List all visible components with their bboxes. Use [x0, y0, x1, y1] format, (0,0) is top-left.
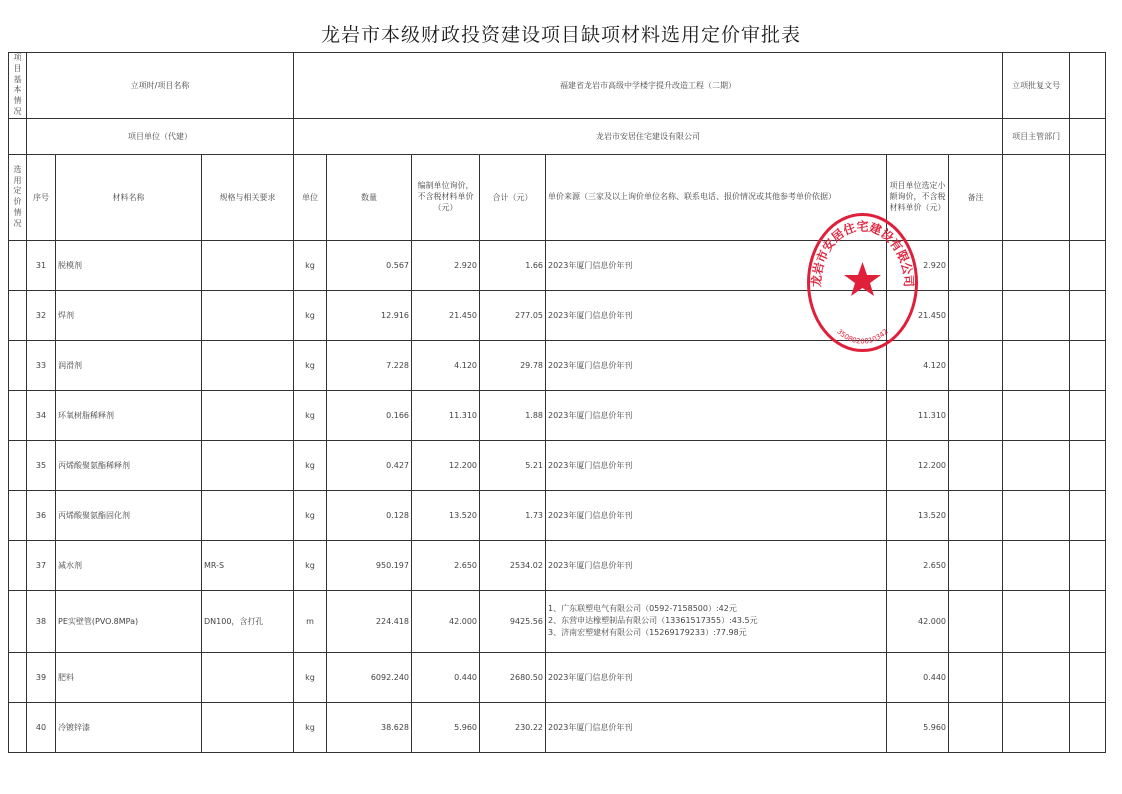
cell-seq: 39	[27, 652, 56, 702]
approval-number-label: 立项批复文号	[1003, 53, 1070, 119]
cell-total: 5.21	[480, 440, 546, 490]
cell-price-source: 2023年厦门信息价年刊	[546, 290, 887, 340]
blank-cell	[9, 540, 27, 590]
supplier-quote-1: 1、广东联塑电气有限公司（0592-7158500）:42元	[548, 603, 737, 613]
cell-total: 230.22	[480, 702, 546, 752]
table-row	[9, 590, 1106, 652]
cell-material-name: 润滑剂	[56, 340, 202, 390]
company-seal-stamp	[805, 210, 920, 355]
cell-remark	[949, 490, 1003, 540]
table-row	[9, 440, 1106, 490]
cell-remark	[949, 652, 1003, 702]
cell-total: 2534.02	[480, 540, 546, 590]
cell-spec	[202, 290, 294, 340]
blank-cell	[1070, 154, 1106, 240]
blank-cell	[9, 702, 27, 752]
cell-spec: MR-S	[202, 540, 294, 590]
cell-remark	[949, 540, 1003, 590]
cell-total: 29.78	[480, 340, 546, 390]
cell-total: 1.88	[480, 390, 546, 440]
header-proposed-price: 项目单位选定小额询价，不含税材料单价（元）	[887, 154, 949, 240]
svg-text:3508020010342: 3508020010342	[835, 327, 890, 346]
project-unit-value: 龙岩市安居住宅建设有限公司	[294, 118, 1003, 154]
page-title: 龙岩市本级财政投资建设项目缺项材料选用定价审批表	[320, 24, 801, 46]
blank-cell	[1070, 390, 1106, 440]
cell-proposed-price: 11.310	[887, 390, 949, 440]
cell-material-name: 丙烯酸聚氨酯稀释剂	[56, 440, 202, 490]
blank-cell	[9, 490, 27, 540]
cell-quantity: 950.197	[327, 540, 412, 590]
table-row	[9, 540, 1106, 590]
blank-cell	[1070, 652, 1106, 702]
cell-material-name: 减水剂	[56, 540, 202, 590]
cell-compiled-price: 12.200	[412, 440, 480, 490]
cell-quantity: 0.427	[327, 440, 412, 490]
cell-compiled-price: 42.000	[412, 590, 480, 652]
cell-price-source: 2023年厦门信息价年刊	[546, 540, 887, 590]
cell-proposed-price: 2.650	[887, 540, 949, 590]
cell-unit: kg	[294, 240, 327, 290]
cell-remark	[949, 390, 1003, 440]
header-remark: 备注	[949, 154, 1003, 240]
blank-cell	[1070, 590, 1106, 652]
blank-cell	[9, 590, 27, 652]
blank-cell	[1070, 240, 1106, 290]
cell-price-source-suppliers	[546, 590, 887, 652]
cell-remark	[949, 290, 1003, 340]
cell-seq: 38	[27, 590, 56, 652]
cell-quantity: 0.128	[327, 490, 412, 540]
cell-proposed-price: 42.000	[887, 590, 949, 652]
blank-cell	[1003, 240, 1070, 290]
cell-total: 1.73	[480, 490, 546, 540]
blank-cell	[1070, 340, 1106, 390]
cell-spec	[202, 340, 294, 390]
cell-total: 9425.56	[480, 590, 546, 652]
cell-proposed-price: 12.200	[887, 440, 949, 490]
cell-compiled-price: 0.440	[412, 652, 480, 702]
project-unit-label: 项目单位（代建）	[27, 118, 294, 154]
cell-unit: kg	[294, 390, 327, 440]
blank-cell	[9, 290, 27, 340]
blank-cell	[9, 118, 27, 154]
cell-spec	[202, 440, 294, 490]
cell-seq: 34	[27, 390, 56, 440]
approval-table	[8, 52, 1106, 753]
blank-cell	[1003, 390, 1070, 440]
cell-quantity: 38.628	[327, 702, 412, 752]
cell-price-source: 2023年厦门信息价年刊	[546, 340, 887, 390]
cell-proposed-price: 2.920	[887, 240, 949, 290]
cell-price-source: 2023年厦门信息价年刊	[546, 240, 887, 290]
table-row	[9, 290, 1106, 340]
department-label: 项目主管部门	[1003, 118, 1070, 154]
blank-cell	[1003, 652, 1070, 702]
cell-proposed-price: 5.960	[887, 702, 949, 752]
cell-material-name: 冷镀锌漆	[56, 702, 202, 752]
blank-cell	[1003, 290, 1070, 340]
cell-unit: kg	[294, 652, 327, 702]
supplier-quote-3: 3、济南宏塑建材有限公司（15269179233）:77.98元	[548, 628, 747, 638]
cell-seq: 33	[27, 340, 56, 390]
cell-spec	[202, 390, 294, 440]
cell-spec: DN100，含打孔	[202, 590, 294, 652]
cell-compiled-price: 21.450	[412, 290, 480, 340]
cell-compiled-price: 2.650	[412, 540, 480, 590]
cell-compiled-price: 13.520	[412, 490, 480, 540]
blank-cell	[9, 240, 27, 290]
blank-cell	[1003, 590, 1070, 652]
cell-unit: kg	[294, 702, 327, 752]
blank-cell	[1003, 702, 1070, 752]
cell-unit: kg	[294, 340, 327, 390]
cell-quantity: 224.418	[327, 590, 412, 652]
cell-total: 2680.50	[480, 652, 546, 702]
cell-price-source: 2023年厦门信息价年刊	[546, 702, 887, 752]
cell-material-name: 焊剂	[56, 290, 202, 340]
cell-seq: 37	[27, 540, 56, 590]
department-value	[1070, 118, 1106, 154]
cell-material-name: PE实壁管(PVO.8MPa)	[56, 590, 202, 652]
cell-spec	[202, 702, 294, 752]
blank-cell	[1003, 440, 1070, 490]
cell-proposed-price: 13.520	[887, 490, 949, 540]
table-row	[9, 240, 1106, 290]
cell-price-source: 2023年厦门信息价年刊	[546, 440, 887, 490]
header-compiled-price: 编制单位询价，不含税材料单价（元）	[412, 154, 480, 240]
table-row	[9, 490, 1106, 540]
cell-unit: kg	[294, 290, 327, 340]
cell-seq: 40	[27, 702, 56, 752]
table-row	[9, 652, 1106, 702]
header-spec: 规格与相关要求	[202, 154, 294, 240]
cell-price-source: 2023年厦门信息价年刊	[546, 490, 887, 540]
blank-cell	[1003, 540, 1070, 590]
header-unit: 单位	[294, 154, 327, 240]
cell-unit: kg	[294, 440, 327, 490]
blank-cell	[9, 440, 27, 490]
blank-cell	[1003, 490, 1070, 540]
header-quantity: 数量	[327, 154, 412, 240]
approval-number-value	[1070, 53, 1106, 119]
section-label-pricing: 选用定价情况	[9, 154, 27, 240]
cell-material-name: 环氧树脂稀释剂	[56, 390, 202, 440]
table-row	[9, 702, 1106, 752]
cell-material-name: 脱模剂	[56, 240, 202, 290]
cell-remark	[949, 240, 1003, 290]
cell-material-name: 肥料	[56, 652, 202, 702]
cell-quantity: 12.916	[327, 290, 412, 340]
cell-compiled-price: 4.120	[412, 340, 480, 390]
table-row	[9, 390, 1106, 440]
cell-spec	[202, 652, 294, 702]
blank-cell	[1070, 490, 1106, 540]
blank-cell	[1003, 154, 1070, 240]
cell-quantity: 0.166	[327, 390, 412, 440]
cell-remark	[949, 590, 1003, 652]
cell-remark	[949, 440, 1003, 490]
cell-proposed-price: 4.120	[887, 340, 949, 390]
blank-cell	[1070, 540, 1106, 590]
svg-text:龙岩市安居住宅建设有限公司: 龙岩市安居住宅建设有限公司	[809, 219, 916, 288]
blank-cell	[1003, 340, 1070, 390]
cell-compiled-price: 11.310	[412, 390, 480, 440]
blank-cell	[1070, 702, 1106, 752]
header-material-name: 材料名称	[56, 154, 202, 240]
cell-seq: 36	[27, 490, 56, 540]
blank-cell	[1070, 290, 1106, 340]
cell-seq: 35	[27, 440, 56, 490]
cell-material-name: 丙烯酸聚氨酯固化剂	[56, 490, 202, 540]
cell-unit: kg	[294, 540, 327, 590]
section-label-project: 项目基本情况	[9, 53, 27, 119]
blank-cell	[9, 652, 27, 702]
cell-seq: 31	[27, 240, 56, 290]
cell-quantity: 7.228	[327, 340, 412, 390]
supplier-quote-2: 2、东营申达橡塑制品有限公司（13361517355）:43.5元	[548, 616, 758, 626]
cell-remark	[949, 702, 1003, 752]
cell-proposed-price: 0.440	[887, 652, 949, 702]
cell-price-source: 2023年厦门信息价年刊	[546, 390, 887, 440]
cell-remark	[949, 340, 1003, 390]
header-total: 合计（元）	[480, 154, 546, 240]
cell-proposed-price: 21.450	[887, 290, 949, 340]
cell-quantity: 6092.240	[327, 652, 412, 702]
cell-quantity: 0.567	[327, 240, 412, 290]
project-name-value: 福建省龙岩市高级中学楼宇提升改造工程（二期）	[294, 53, 1003, 119]
cell-total: 1.66	[480, 240, 546, 290]
cell-unit: m	[294, 590, 327, 652]
cell-seq: 32	[27, 290, 56, 340]
header-seq: 序号	[27, 154, 56, 240]
cell-total: 277.05	[480, 290, 546, 340]
blank-cell	[1070, 440, 1106, 490]
blank-cell	[9, 340, 27, 390]
cell-spec	[202, 490, 294, 540]
header-price-source: 单价来源（三家及以上询价单位名称、联系电话、报价情况或其他参考单价依据）	[546, 154, 887, 240]
project-name-label: 立项时/项目名称	[27, 53, 294, 119]
cell-compiled-price: 2.920	[412, 240, 480, 290]
table-row	[9, 340, 1106, 390]
cell-unit: kg	[294, 490, 327, 540]
cell-spec	[202, 240, 294, 290]
cell-compiled-price: 5.960	[412, 702, 480, 752]
blank-cell	[9, 390, 27, 440]
cell-price-source: 2023年厦门信息价年刊	[546, 652, 887, 702]
